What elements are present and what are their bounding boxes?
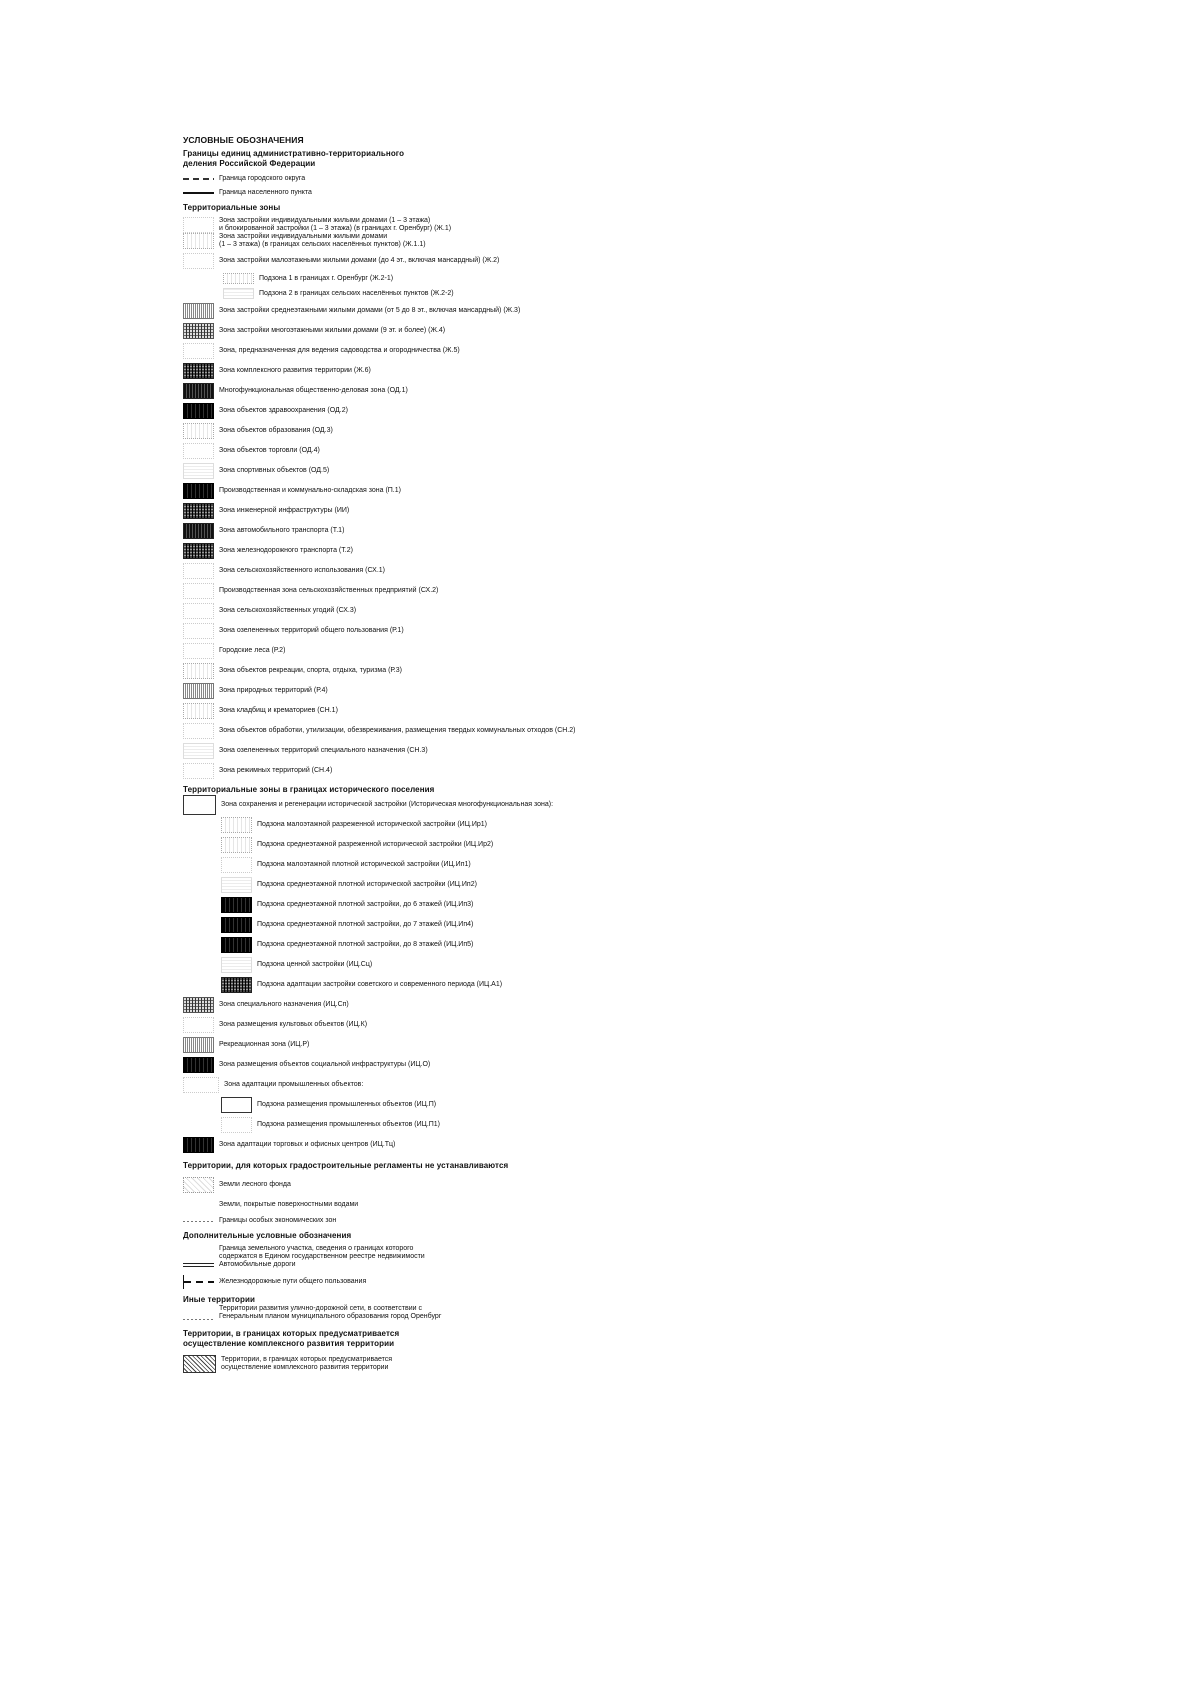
- legend-swatch: [183, 703, 214, 719]
- legend-swatch: [183, 403, 214, 419]
- legend-swatch: [221, 837, 252, 853]
- legend-swatch: [183, 343, 214, 359]
- legend-swatch: [183, 1275, 214, 1289]
- legend-swatch: [183, 383, 214, 399]
- legend-swatch: [183, 643, 214, 659]
- legend-swatch: [183, 583, 214, 599]
- legend-swatch: [183, 1221, 214, 1222]
- legend-swatch: [221, 877, 252, 893]
- legend-swatch: [183, 563, 214, 579]
- legend-item: Зона специального назначения (ИЦ.Сп): [183, 997, 743, 1013]
- legend-item: Зона автомобильного транспорта (Т.1): [183, 523, 743, 539]
- legend-item: Рекреационная зона (ИЦ.Р): [183, 1037, 743, 1053]
- legend-swatch: [183, 1077, 219, 1093]
- legend-item: Зона застройки многоэтажными жилыми домами (9 эт. и более) (Ж.4): [183, 323, 743, 339]
- legend-swatch: [183, 443, 214, 459]
- legend-item: Зона объектов обработки, утилизации, обезвреживания, размещения твердых коммунальных отходов (СН.2): [183, 723, 743, 739]
- legend-swatch: [183, 1057, 214, 1073]
- legend-item: Зона природных территорий (Р.4): [183, 683, 743, 699]
- legend-item: Производственная и коммунально-складская зона (П.1): [183, 483, 743, 499]
- legend-swatch: [183, 323, 214, 339]
- legend-swatch: [223, 288, 254, 299]
- legend-swatch: [183, 253, 214, 269]
- legend-item: Зона спортивных объектов (ОД.5): [183, 463, 743, 479]
- legend-swatch: [183, 1355, 216, 1373]
- legend-item: Подзона размещения промышленных объектов (ИЦ.П1): [183, 1117, 743, 1133]
- legend-swatch: [183, 683, 214, 699]
- legend-item: Территории, в границах которых предусматривается осуществление комплексного развития территории: [183, 1355, 743, 1373]
- legend-item: Зона объектов торговли (ОД.4): [183, 443, 743, 459]
- legend-swatch: [183, 623, 214, 639]
- legend-item: Зона режимных территорий (СН.4): [183, 763, 743, 779]
- legend-swatch: [221, 937, 252, 953]
- legend-item: Зона размещения объектов социальной инфраструктуры (ИЦ.О): [183, 1057, 743, 1073]
- legend-swatch: [221, 897, 252, 913]
- legend-item: Земли лесного фонда: [183, 1177, 743, 1193]
- legend-item: Производственная зона сельскохозяйственных предприятий (СХ.2): [183, 583, 743, 599]
- legend-item: Зона сохранения и регенерации исторической застройки (Историческая многофункциональная зона):: [183, 795, 743, 815]
- legend-swatch: [183, 1137, 214, 1153]
- legend-item: Подзона малоэтажной разреженной исторической застройки (ИЦ.Ир1): [183, 817, 743, 833]
- legend-item: Подзона размещения промышленных объектов (ИЦ.П): [183, 1097, 743, 1113]
- legend-swatch: [183, 723, 214, 739]
- legend-item: Зона застройки индивидуальными жилыми домами (1 – 3 этажа) (в границах сельских населённых пунктов) (Ж.1.1): [183, 233, 743, 249]
- legend-swatch: [183, 997, 214, 1013]
- legend-swatch: [183, 303, 214, 319]
- legend-item: Территории развития улично-дорожной сети, в соответствии с Генеральным планом муниципального образования город Оренбург: [183, 1305, 743, 1321]
- legend-item: Земли, покрытые поверхностными водами: [183, 1197, 743, 1213]
- legend-item: Автомобильные дороги: [183, 1261, 743, 1269]
- legend-item: Подзона среднеэтажной плотной застройки, до 6 этажей (ИЦ.Ип3): [183, 897, 743, 913]
- legend-item: Многофункциональная общественно-деловая зона (ОД.1): [183, 383, 743, 399]
- legend-swatch: [183, 463, 214, 479]
- legend-item: Граница населенного пункта: [183, 189, 743, 197]
- legend-item: Граница городского округа: [183, 175, 743, 183]
- legend-item: Зона адаптации промышленных объектов:: [183, 1077, 743, 1093]
- legend-swatch: [183, 178, 214, 180]
- legend-item: Зона инженерной инфраструктуры (ИИ): [183, 503, 743, 519]
- legend-swatch: [183, 603, 214, 619]
- legend-swatch: [221, 1097, 252, 1113]
- legend-item: Зона озелененных территорий специального назначения (СН.3): [183, 743, 743, 759]
- legend-item: Зона объектов образования (ОД.3): [183, 423, 743, 439]
- legend-swatch: [183, 523, 214, 539]
- legend-swatch: [221, 917, 252, 933]
- legend-item: Железнодорожные пути общего пользования: [183, 1275, 743, 1289]
- legend-swatch: [183, 233, 214, 249]
- legend-item: Зона застройки среднеэтажными жилыми домами (от 5 до 8 эт., включая мансардный) (Ж.3): [183, 303, 743, 319]
- section-heading-historic: Территориальные зоны в границах исторического поселения: [183, 785, 435, 794]
- legend-swatch: [221, 977, 252, 993]
- legend-item: Зона сельскохозяйственных угодий (СХ.3): [183, 603, 743, 619]
- legend-item: Подзона среднеэтажной плотной исторической застройки (ИЦ.Ип2): [183, 877, 743, 893]
- legend-item: Подзона среднеэтажной разреженной исторической застройки (ИЦ.Ир2): [183, 837, 743, 853]
- legend-item: Городские леса (Р.2): [183, 643, 743, 659]
- map-legend: [183, 135, 743, 1373]
- section-heading-no-regs: Территории, для которых градостроительные регламенты не устанавливаются: [183, 1161, 509, 1170]
- legend-swatch: [221, 857, 252, 873]
- legend-item: Подзона ценной застройки (ИЦ.Сц): [183, 957, 743, 973]
- legend-item: Зона озелененных территорий общего пользования (Р.1): [183, 623, 743, 639]
- legend-swatch: [183, 1263, 214, 1267]
- legend-swatch: [221, 957, 252, 973]
- legend-item: Зона объектов рекреации, спорта, отдыха, туризма (Р.3): [183, 663, 743, 679]
- legend-swatch: [183, 543, 214, 559]
- section-heading-admin: Границы единиц административно-территориального деления Российской Федерации: [183, 149, 405, 168]
- section-heading-additional: Дополнительные условные обозначения: [183, 1231, 352, 1240]
- section-heading-other: Иные территории: [183, 1295, 256, 1304]
- legend-item: Зона объектов здравоохранения (ОД.2): [183, 403, 743, 419]
- legend-item: Граница земельного участка, сведения о границах которого содержатся в Едином государственном реестре недвижимости: [183, 1245, 743, 1261]
- legend-item: Зона адаптации торговых и офисных центров (ИЦ.Тц): [183, 1137, 743, 1153]
- legend-item: Границы особых экономических зон: [183, 1217, 743, 1225]
- legend-swatch: [221, 1117, 252, 1133]
- legend-swatch: [183, 743, 214, 759]
- legend-swatch: [183, 503, 214, 519]
- legend-item: Подзона 2 в границах сельских населённых пунктов (Ж.2-2): [183, 288, 743, 299]
- legend-swatch: [183, 1037, 214, 1053]
- legend-swatch: [183, 663, 214, 679]
- legend-title: УСЛОВНЫЕ ОБОЗНАЧЕНИЯ: [183, 135, 304, 145]
- legend-swatch: [183, 363, 214, 379]
- legend-swatch: [183, 1197, 214, 1213]
- section-heading-complex: Территории, в границах которых предусматривается осуществление комплексного развития территории: [183, 1329, 400, 1348]
- legend-item: Подзона среднеэтажной плотной застройки, до 8 этажей (ИЦ.Ип5): [183, 937, 743, 953]
- legend-swatch: [183, 1177, 214, 1193]
- legend-swatch: [183, 1017, 214, 1033]
- section-heading-zones: Территориальные зоны: [183, 203, 281, 212]
- legend-item: Подзона 1 в границах г. Оренбург (Ж.2-1): [183, 273, 743, 284]
- legend-item: Зона застройки малоэтажными жилыми домами (до 4 эт., включая мансардный) (Ж.2): [183, 253, 743, 269]
- legend-swatch: [183, 1319, 214, 1320]
- legend-swatch: [183, 795, 216, 815]
- legend-swatch: [223, 273, 254, 284]
- legend-swatch: [183, 192, 214, 194]
- legend-swatch: [221, 817, 252, 833]
- legend-item: Подзона малоэтажной плотной исторической застройки (ИЦ.Ип1): [183, 857, 743, 873]
- legend-item: Зона комплексного развития территории (Ж.6): [183, 363, 743, 379]
- legend-swatch: [183, 763, 214, 779]
- legend-swatch: [183, 423, 214, 439]
- legend-item: Зона размещения культовых объектов (ИЦ.К): [183, 1017, 743, 1033]
- legend-swatch: [183, 483, 214, 499]
- legend-item: Зона застройки индивидуальными жилыми домами (1 – 3 этажа) и блокированной застройки (1 – 3 этажа) (в границах г. Оренбург) (Ж.1): [183, 217, 743, 233]
- legend-item: Подзона среднеэтажной плотной застройки, до 7 этажей (ИЦ.Ип4): [183, 917, 743, 933]
- legend-swatch: [183, 1245, 214, 1261]
- legend-item: Подзона адаптации застройки советского и современного периода (ИЦ.А1): [183, 977, 743, 993]
- legend-item: Зона кладбищ и крематориев (СН.1): [183, 703, 743, 719]
- legend-item: Зона, предназначенная для ведения садоводства и огородничества (Ж.5): [183, 343, 743, 359]
- legend-item: Зона сельскохозяйственного использования (СХ.1): [183, 563, 743, 579]
- legend-item: Зона железнодорожного транспорта (Т.2): [183, 543, 743, 559]
- legend-swatch: [183, 217, 214, 233]
